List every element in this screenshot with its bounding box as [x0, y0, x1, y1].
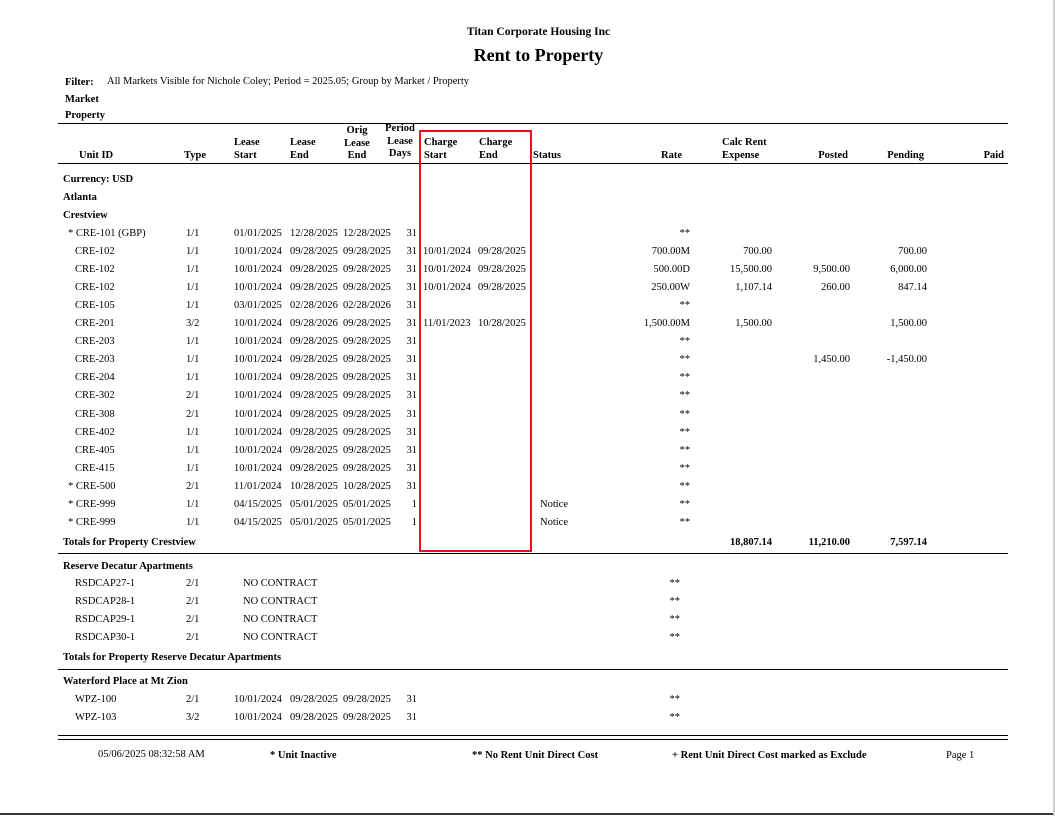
- lease-end: 09/28/2025: [290, 408, 338, 420]
- charge-end: 09/28/2025: [478, 246, 526, 258]
- no-contract: NO CONTRACT: [243, 578, 318, 589]
- header-bottom-rule: [58, 163, 1008, 164]
- pending: -1,450.00: [886, 354, 927, 366]
- no-contract: NO CONTRACT: [243, 614, 318, 625]
- unit-id: CRE-102: [75, 264, 115, 276]
- col-header-line: Days: [388, 148, 412, 159]
- company-name: Titan Corporate Housing Inc: [466, 26, 611, 38]
- lease-end: 09/28/2025: [290, 264, 338, 276]
- orig-lease-end: 09/28/2025: [343, 264, 391, 276]
- orig-lease-end: 09/28/2025: [343, 246, 391, 258]
- col-header-status: Status: [533, 150, 562, 161]
- unit-type: 1/1: [186, 444, 200, 456]
- col-header-lease-end: [290, 137, 316, 162]
- unit-type: 1/1: [186, 246, 200, 258]
- rate: 700.00M: [651, 246, 690, 258]
- orig-lease-end: 09/28/2025: [343, 354, 391, 366]
- posted: 1,450.00: [813, 354, 850, 366]
- rate: **: [669, 712, 680, 723]
- period-lease-days: 1: [411, 498, 417, 510]
- report-title: Rent to Property: [473, 45, 604, 65]
- lease-start: 10/01/2024: [234, 264, 282, 276]
- period-lease-days: 31: [406, 694, 417, 705]
- col-header-line: Orig: [346, 125, 368, 136]
- unit-id: * CRE-999: [68, 498, 116, 510]
- footer-legend-no-rent: ** No Rent Unit Direct Cost: [472, 750, 599, 761]
- unit-type: 1/1: [186, 426, 200, 438]
- footer-rule-top: [58, 735, 1008, 736]
- lease-end: 09/28/2025: [290, 282, 338, 294]
- orig-lease-end: 12/28/2025: [343, 228, 391, 239]
- unit-type: 1/1: [186, 300, 200, 312]
- unit-id: CRE-203: [75, 336, 115, 348]
- period-lease-days: 31: [406, 228, 417, 239]
- orig-lease-end: 09/28/2025: [343, 390, 391, 402]
- orig-lease-end: 09/28/2025: [343, 372, 391, 384]
- col-header-line: Start: [424, 149, 447, 161]
- col-header-posted: Posted: [818, 150, 848, 161]
- unit-id: RSDCAP29-1: [75, 614, 136, 625]
- col-header-line: End: [290, 149, 309, 161]
- period-lease-days: 31: [406, 390, 417, 402]
- rate: **: [669, 578, 680, 589]
- rate: **: [679, 408, 690, 420]
- unit-type: 2/1: [186, 578, 200, 589]
- totals-posted-crestview: 11,210.00: [808, 537, 850, 548]
- col-header-line: Lease: [387, 135, 413, 147]
- unit-type: 1/1: [186, 264, 200, 276]
- period-lease-days: 31: [406, 444, 417, 456]
- col-header-line: Lease: [290, 137, 316, 148]
- period-lease-days: 31: [406, 282, 417, 294]
- rate: **: [679, 444, 690, 456]
- property-name-waterford: Waterford Place at Mt Zion: [63, 676, 188, 687]
- lease-end: 09/28/2025: [290, 444, 338, 456]
- orig-lease-end: 09/28/2025: [343, 318, 391, 330]
- lease-start: 10/01/2024: [234, 712, 282, 723]
- unit-type: 1/1: [186, 372, 200, 384]
- period-lease-days: 31: [406, 318, 417, 330]
- filter-text: All Markets Visible for Nichole Coley; Period = 2025.05; Group by Market / Property: [107, 76, 470, 87]
- lease-start: 10/01/2024: [234, 336, 282, 348]
- period-lease-days: 31: [406, 408, 417, 420]
- col-header-line: Expense: [722, 149, 760, 161]
- footer-timestamp: 05/06/2025 08:32:58 AM: [98, 749, 205, 760]
- orig-lease-end: 09/28/2025: [343, 712, 391, 723]
- unit-id: WPZ-103: [75, 712, 117, 723]
- orig-lease-end: 09/28/2025: [343, 462, 391, 474]
- pending: 6,000.00: [890, 264, 927, 276]
- col-header-unit-id: Unit ID: [79, 150, 114, 161]
- unit-id: RSDCAP30-1: [75, 632, 136, 643]
- rate: 250.00W: [651, 282, 690, 294]
- unit-id: CRE-102: [75, 282, 115, 294]
- rate: 1,500.00M: [643, 318, 690, 330]
- rate: **: [679, 426, 690, 438]
- unit-type: 1/1: [186, 462, 200, 474]
- rate: **: [679, 354, 690, 366]
- period-lease-days: 31: [406, 426, 417, 438]
- lease-start: 10/01/2024: [234, 354, 282, 366]
- lease-start: 03/01/2025: [234, 300, 282, 312]
- col-header-line: Lease: [344, 137, 370, 149]
- footer-page-number: Page 1: [946, 750, 975, 761]
- period-lease-days: 31: [406, 264, 417, 276]
- rate: **: [679, 300, 690, 312]
- unit-id: CRE-203: [75, 354, 115, 366]
- col-header-paid: Paid: [983, 150, 1004, 161]
- rate: **: [669, 694, 680, 705]
- lease-end: 09/28/2025: [290, 712, 338, 723]
- totals-calc-crestview: 18,807.14: [730, 537, 772, 548]
- period-lease-days: 31: [406, 354, 417, 366]
- pending: 847.14: [898, 282, 927, 294]
- unit-id: * CRE-500: [68, 480, 116, 492]
- lease-start: 10/01/2024: [234, 462, 282, 474]
- charge-start: 10/01/2024: [423, 264, 471, 276]
- group-label-property: Property: [65, 110, 106, 121]
- lease-start: 10/01/2024: [234, 246, 282, 258]
- unit-id: RSDCAP28-1: [75, 596, 136, 607]
- lease-end: 05/01/2025: [290, 498, 338, 510]
- filter-label: Filter:: [65, 77, 94, 88]
- unit-type: 2/1: [186, 596, 200, 607]
- unit-id: * CRE-101 (GBP): [68, 228, 146, 239]
- lease-end: 09/28/2025: [290, 336, 338, 348]
- col-header-period-lease-days: [383, 123, 417, 161]
- period-lease-days: 31: [406, 712, 417, 723]
- currency-label: Currency: USD: [63, 174, 134, 185]
- col-header-line: End: [479, 149, 498, 161]
- charge-start: 10/01/2024: [423, 246, 471, 258]
- col-header-line: Charge: [424, 137, 458, 148]
- posted: 260.00: [821, 282, 850, 294]
- rate: **: [679, 516, 690, 528]
- pending: 1,500.00: [890, 318, 927, 330]
- lease-start: 10/01/2024: [234, 390, 282, 402]
- rate: 500.00D: [653, 264, 690, 276]
- lease-start: 11/01/2024: [234, 480, 282, 492]
- unit-type: 1/1: [186, 354, 200, 366]
- unit-type: 2/1: [186, 632, 200, 643]
- lease-start: 04/15/2025: [234, 498, 282, 510]
- unit-id: RSDCAP27-1: [75, 578, 136, 589]
- unit-id: CRE-105: [75, 300, 115, 312]
- lease-end: 09/28/2025: [290, 462, 338, 474]
- period-lease-days: 31: [406, 372, 417, 384]
- col-header-orig-lease-end: [342, 125, 372, 163]
- col-header-line: Charge: [479, 137, 513, 148]
- period-lease-days: 31: [406, 336, 417, 348]
- period-lease-days: 31: [406, 462, 417, 474]
- unit-id: * CRE-999: [68, 516, 116, 528]
- charge-columns-highlight-box: [419, 130, 532, 552]
- lease-end: 09/28/2025: [290, 246, 338, 258]
- unit-type: 1/1: [186, 282, 200, 294]
- status: Notice: [540, 516, 568, 528]
- unit-type: 2/1: [186, 694, 200, 705]
- unit-id: CRE-308: [75, 408, 115, 420]
- unit-id: CRE-102: [75, 246, 115, 258]
- lease-start: 10/01/2024: [234, 318, 282, 330]
- totals-pending-crestview: 7,597.14: [890, 537, 927, 548]
- orig-lease-end: 09/28/2025: [343, 426, 391, 438]
- rate: **: [679, 390, 690, 402]
- charge-start: 10/01/2024: [423, 282, 471, 294]
- posted: 9,500.00: [813, 264, 850, 276]
- col-header-line: Period: [385, 123, 415, 134]
- lease-end: 02/28/2026: [290, 300, 338, 312]
- col-header-rate: Rate: [661, 150, 682, 161]
- lease-end: 05/01/2025: [290, 516, 338, 528]
- col-header-line: Calc Rent: [722, 137, 767, 148]
- lease-start: 10/01/2024: [234, 694, 282, 705]
- lease-start: 10/01/2024: [234, 408, 282, 420]
- status: Notice: [540, 498, 568, 510]
- rate: **: [679, 480, 690, 492]
- orig-lease-end: 02/28/2026: [343, 300, 391, 312]
- lease-start: 10/01/2024: [234, 426, 282, 438]
- orig-lease-end: 09/28/2025: [343, 336, 391, 348]
- section-rule: [58, 669, 1008, 670]
- orig-lease-end: 10/28/2025: [343, 480, 391, 492]
- orig-lease-end: 05/01/2025: [343, 498, 391, 510]
- unit-type: 3/2: [186, 318, 200, 330]
- unit-type: 2/1: [186, 408, 200, 420]
- lease-end: 09/28/2025: [290, 372, 338, 384]
- header-top-rule: [58, 123, 1008, 124]
- charge-end: 10/28/2025: [478, 318, 526, 330]
- market-name: Atlanta: [63, 192, 97, 203]
- lease-start: 10/01/2024: [234, 282, 282, 294]
- footer-legend-exclude: + Rent Unit Direct Cost marked as Exclude: [672, 750, 867, 761]
- unit-id: CRE-415: [75, 462, 115, 474]
- unit-type: 1/1: [186, 516, 200, 528]
- pending: 700.00: [898, 246, 927, 258]
- calc-rent-expense: 15,500.00: [730, 264, 772, 276]
- col-header-line: Start: [234, 149, 257, 161]
- lease-end: 12/28/2025: [290, 228, 338, 239]
- unit-id: CRE-302: [75, 390, 115, 402]
- rate: **: [679, 336, 690, 348]
- unit-type: 1/1: [186, 498, 200, 510]
- lease-end: 09/28/2025: [290, 426, 338, 438]
- lease-end: 10/28/2025: [290, 480, 338, 492]
- rate: **: [679, 498, 690, 510]
- orig-lease-end: 09/28/2025: [343, 282, 391, 294]
- unit-id: CRE-402: [75, 426, 115, 438]
- period-lease-days: 1: [411, 516, 417, 528]
- footer-legend-inactive: * Unit Inactive: [270, 750, 337, 761]
- rate: **: [679, 462, 690, 474]
- lease-end: 09/28/2025: [290, 694, 338, 705]
- rate: **: [669, 632, 680, 643]
- no-contract: NO CONTRACT: [243, 596, 318, 607]
- calc-rent-expense: 1,500.00: [735, 318, 772, 330]
- totals-label-crestview: Totals for Property Crestview: [63, 537, 196, 548]
- property-name-crestview: Crestview: [63, 210, 108, 221]
- rate: **: [669, 614, 680, 625]
- rate: **: [679, 228, 690, 239]
- totals-label-reserve-decatur: Totals for Property Reserve Decatur Apartments: [63, 652, 282, 663]
- unit-id: CRE-405: [75, 444, 115, 456]
- orig-lease-end: 05/01/2025: [343, 516, 391, 528]
- lease-start: 10/01/2024: [234, 372, 282, 384]
- calc-rent-expense: 700.00: [743, 246, 772, 258]
- property-name-reserve-decatur: Reserve Decatur Apartments: [63, 561, 193, 572]
- lease-start: 01/01/2025: [234, 228, 282, 239]
- lease-start: 10/01/2024: [234, 444, 282, 456]
- footer-rule-bottom: [58, 739, 1008, 740]
- col-header-pending: Pending: [887, 150, 924, 161]
- col-header-line: Lease: [234, 137, 260, 148]
- orig-lease-end: 09/28/2025: [343, 444, 391, 456]
- unit-type: 1/1: [186, 336, 200, 348]
- orig-lease-end: 09/28/2025: [343, 694, 391, 705]
- rate: **: [679, 372, 690, 384]
- unit-id: CRE-204: [75, 372, 115, 384]
- unit-type: 2/1: [186, 614, 200, 625]
- rate: **: [669, 596, 680, 607]
- orig-lease-end: 09/28/2025: [343, 408, 391, 420]
- unit-type: 1/1: [186, 228, 200, 239]
- unit-id: CRE-201: [75, 318, 115, 330]
- unit-type: 2/1: [186, 390, 200, 402]
- no-contract: NO CONTRACT: [243, 632, 318, 643]
- group-label-market: Market: [65, 94, 99, 105]
- charge-start: 11/01/2023: [423, 318, 471, 330]
- section-rule: [58, 553, 1008, 554]
- page-bottom-edge: [0, 813, 1055, 815]
- period-lease-days: 31: [406, 300, 417, 312]
- lease-end: 09/28/2026: [290, 318, 338, 330]
- col-header-calc-rent-expense: [722, 137, 767, 162]
- unit-type: 3/2: [186, 712, 200, 723]
- charge-end: 09/28/2025: [478, 282, 526, 294]
- lease-end: 09/28/2025: [290, 390, 338, 402]
- lease-start: 04/15/2025: [234, 516, 282, 528]
- col-header-type: Type: [184, 150, 206, 161]
- charge-end: 09/28/2025: [478, 264, 526, 276]
- col-header-lease-start: [234, 137, 260, 162]
- unit-type: 2/1: [186, 480, 200, 492]
- calc-rent-expense: 1,107.14: [735, 282, 772, 294]
- lease-end: 09/28/2025: [290, 354, 338, 366]
- period-lease-days: 31: [406, 480, 417, 492]
- period-lease-days: 31: [406, 246, 417, 258]
- col-header-line: End: [347, 150, 367, 161]
- unit-id: WPZ-100: [75, 694, 117, 705]
